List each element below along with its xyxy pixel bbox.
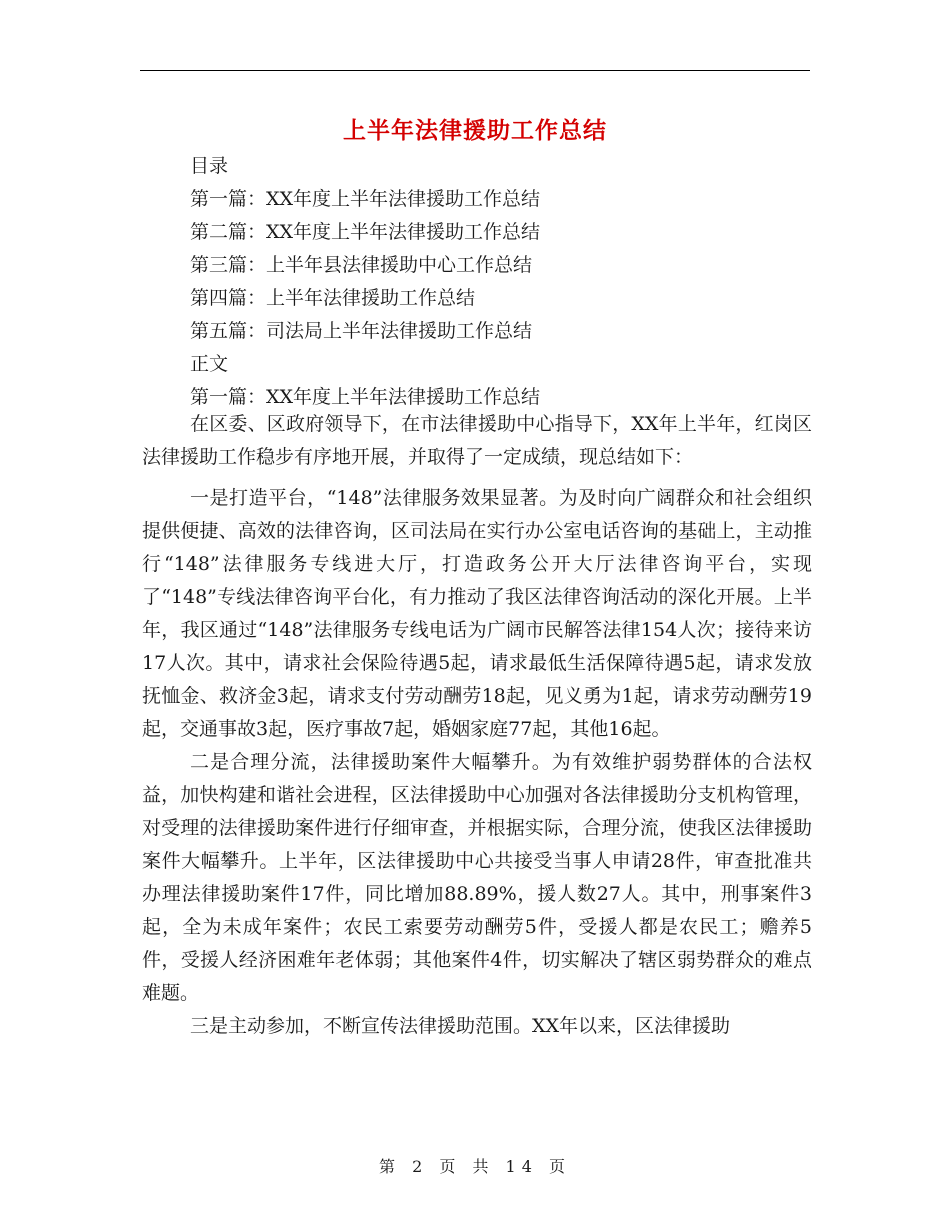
document-body	[142, 408, 812, 1043]
document-title: 上半年法律援助工作总结	[343, 118, 607, 144]
toc-item: 第二篇：XX年度上半年法律援助工作总结	[190, 221, 541, 243]
toc-item: 第四篇：上半年法律援助工作总结	[190, 287, 476, 309]
table-of-contents	[190, 150, 540, 414]
header-rule	[140, 70, 810, 71]
toc-item: 第五篇：司法局上半年法律援助工作总结	[190, 320, 533, 342]
section-title: 第一篇：XX年度上半年法律援助工作总结	[190, 386, 541, 408]
body-paragraph: 三是主动参加，不断宣传法律援助范围。XX年以来，区法律援助	[190, 1015, 731, 1037]
body-paragraph: 一是打造平台，“148”法律服务效果显著。为及时向广阔群众和社会组织提供便捷、高效的法律咨询，区司法局在实行办公室电话咨询的基础上，主动推行“148”法律服务专线进大厅，打造政务公开大厅法律咨询平台，实现了“148”专线法律咨询平台化，有力推动了我区法律咨询活动的深化开展。上半年，我区通过“148”法律服务专线电话为广阔市民解答法律154人次；接待来访17人次。其中，请求社会保险待遇5起，请求最低生活保障待遇5起，请求发放抚恤金、救济金3起，请求支付劳动酬劳18起，见义勇为1起，请求劳动酬劳19起，交通事故3起，医疗事故7起，婚姻家庭77起，其他16起。	[142, 487, 812, 740]
page-footer: 第 2 页 共 14 页	[379, 1157, 571, 1176]
toc-item: 第一篇：XX年度上半年法律援助工作总结	[190, 188, 541, 210]
body-paragraph: 在区委、区政府领导下，在市法律援助中心指导下，XX年上半年，红岗区法律援助工作稳步有序地开展，并取得了一定成绩，现总结如下：	[142, 413, 812, 468]
toc-item: 第三篇：上半年县法律援助中心工作总结	[190, 254, 533, 276]
body-paragraph: 二是合理分流，法律援助案件大幅攀升。为有效维护弱势群体的合法权益，加快构建和谐社会进程，区法律援助中心加强对各法律援助分支机构管理，对受理的法律援助案件进行仔细审查，并根据实际，合理分流，使我区法律援助案件大幅攀升。上半年，区法律援助中心共接受当事人申请28件，审查批准共办理法律援助案件17件，同比增加88.89%，援人数27人。其中，刑事案件3起，全为未成年案件；农民工索要劳动酬劳5件，受援人都是农民工；赡养5件，受援人经济困难年老体弱；其他案件4件，切实解决了辖区弱势群众的难点难题。	[142, 751, 812, 1004]
toc-heading: 目录	[190, 155, 229, 177]
body-heading: 正文	[190, 353, 229, 375]
